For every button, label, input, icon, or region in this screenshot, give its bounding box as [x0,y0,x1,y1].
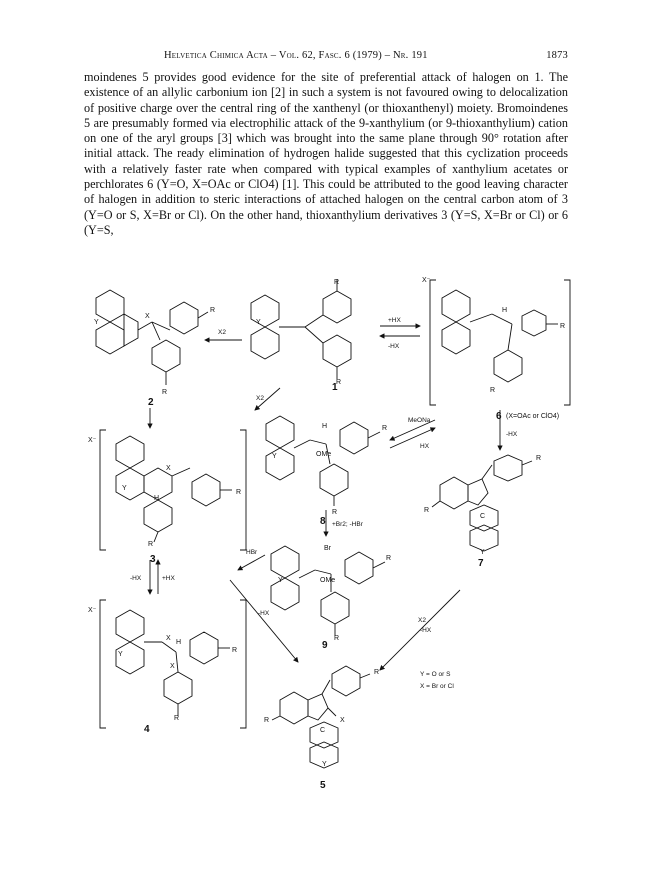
label-C: C [320,727,326,734]
label-X: X [145,313,150,320]
compound-number-7: 7 [478,558,484,569]
reagent-plus-hx-3-4: +HX [162,575,175,582]
paragraph-text: moindenes 5 provides good evidence for the site of preferential attack of halogen on 1. The existence of an allylic carbonium ion [2] in such a system is not favoured owing to delocalization of positive charge over the central ring of the xanthenyl (or thioxanthenyl) moiety. Bromoindenes 5 are presumably formed via electrophilic attack of the 9-xanthylium (or 9-thioxanthylium) cation on one of the aryl groups [3] which was brought into the same plane through 90° rotation after initial attack. The ready elimination of hydrogen halide suggested that this cyclization proceeds with a relatively faster rate when compared with typical examples of xanthylium acetates or perchlorates 6 (Y=O, X=OAc or ClO4) [1]. This could be attributed to the good leaving character of halogen in addition to steric interactions of attached halogen on the central carbon atom of 3 (Y=O or S, X=Br or Cl). On the other hand, thioxanthylium derivatives 3 (Y=S, X=Br or Cl) or 6 (Y=S, [84,70,568,237]
label-Y: Y [322,761,327,768]
reagent-x2-minus-hx-b: -HX [420,627,432,634]
compound-number-2: 2 [148,397,154,408]
compound-number-8: 8 [320,516,326,527]
label-H: H [176,639,182,646]
compound-number-4: 4 [144,724,150,735]
reagent-hx: HX [420,443,430,450]
label-R: R [560,323,566,330]
reagent-x2-top: X2 [218,329,226,336]
label-R: R [174,715,180,722]
label-R: R [336,379,342,386]
scheme-svg [70,270,590,810]
label-Y: Y [272,453,277,460]
label-R: R [536,455,542,462]
reagent-plus-hx: +HX [388,317,401,324]
structure-2 [96,290,208,385]
label-C: C [480,513,486,520]
compound-number-6: 6 [496,411,502,422]
reagent-minus-hx-right: -HX [506,431,518,438]
label-OMe: OMe [316,451,332,458]
reagent-minus-hx-3-4: -HX [130,575,142,582]
label-R: R [386,555,392,562]
reagent-minus-hx-top: -HX [388,343,400,350]
reagent-x2-diag: X2 [256,395,264,402]
label-R: R [148,541,154,548]
label-Y: Y [118,651,123,658]
label-Y: Y [278,577,283,584]
structure-1 [251,279,351,379]
reagent-br2-hbr: +Br2; -HBr [332,521,363,528]
label-X: X [166,465,171,472]
label-x-minus: X⁻ [88,607,97,614]
label-R: R [232,647,238,654]
label-R: R [210,307,216,314]
label-R: R [332,509,338,516]
running-title: Helvetica Chimica Acta – Vol. 62, Fasc. 6 (1979) – Nr. 191 [164,50,428,61]
arrow-3-to-5 [230,580,298,662]
label-R: R [162,389,168,396]
reaction-scheme [70,270,590,810]
compound-number-9: 9 [322,640,328,651]
label-H: H [154,495,160,502]
structure-5 [272,666,370,768]
reagent-minus-hx-diag: -HX [258,610,270,617]
label-H: H [502,307,508,314]
structure-9 [271,546,385,636]
label-H: H [322,423,328,430]
legend-y: Y = O or S [420,671,451,678]
reagent-meona: MeONa [408,417,431,424]
reagent-x2-minus-hx: X2 [418,617,426,624]
label-R: R [490,387,496,394]
label-OMe: OMe [320,577,336,584]
legend-x: X = Br or Cl [420,683,454,690]
structure-6 [430,280,570,405]
compound-6-note: (X=OAc or ClO4) [506,413,560,420]
label-R: R [424,507,430,514]
label-Br: Br [324,545,331,552]
compound-number-1: 1 [332,382,338,393]
label-Y: Y [94,319,99,326]
label-x-minus: X⁻ [422,277,431,284]
label-Y: Y [122,485,127,492]
arrow-9-to-3 [238,555,265,570]
label-X: X [340,717,345,724]
compound-number-5: 5 [320,780,326,791]
label-Y: Y [480,549,485,556]
label-Y: Y [256,319,261,326]
structure-7 [432,455,532,551]
running-header [84,50,568,64]
page-number: 1873 [546,50,568,61]
label-x-minus: X⁻ [88,437,97,444]
label-R: R [264,717,270,724]
reagent-hbr: HBr [246,549,258,556]
compound-number-3: 3 [150,554,156,565]
label-R: R [374,669,380,676]
label-R: R [334,635,340,642]
label-R: R [382,425,388,432]
label-R: R [334,279,340,286]
label-X: X [166,635,171,642]
body-paragraph [84,70,568,238]
label-X: X [170,663,175,670]
label-R: R [236,489,242,496]
